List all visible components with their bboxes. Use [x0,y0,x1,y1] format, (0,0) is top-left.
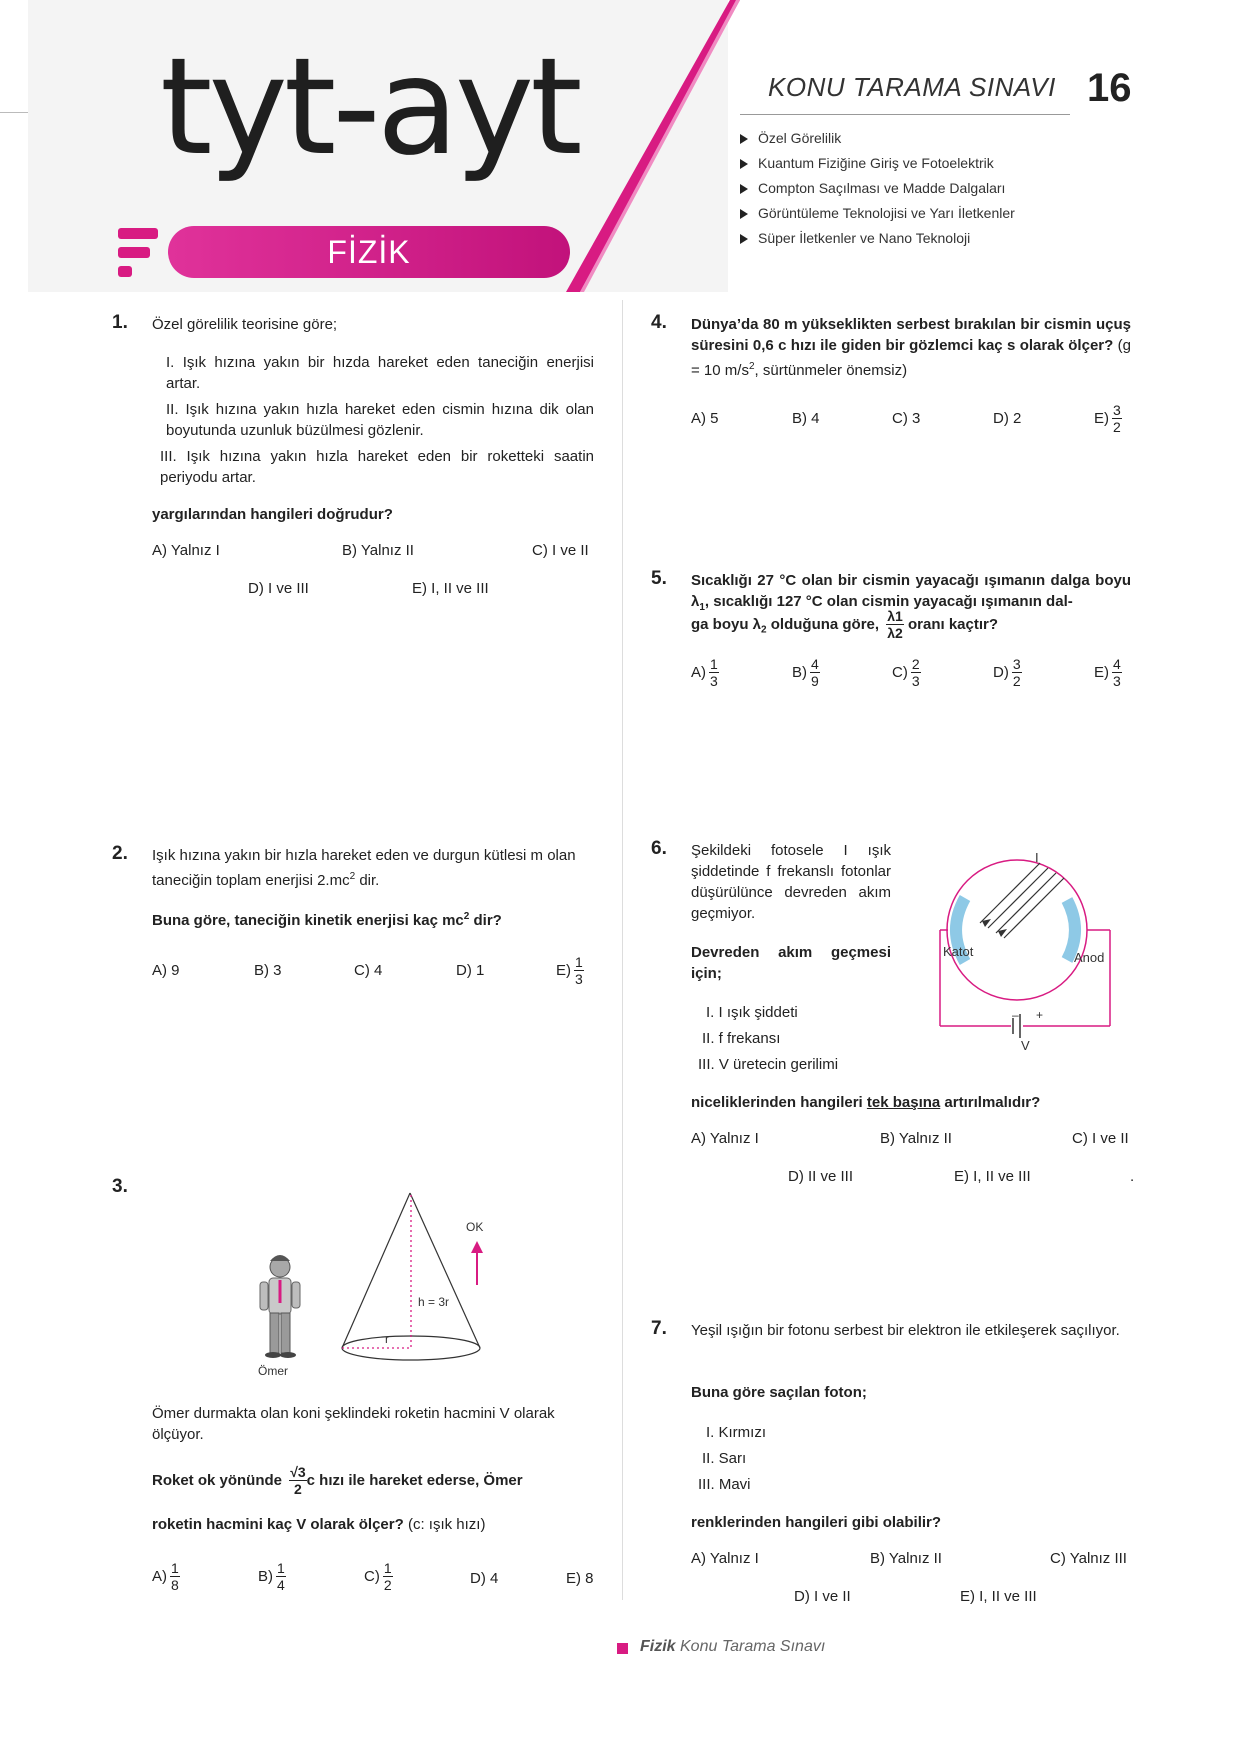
question-4-option-d[interactable]: D) 2 [993,410,1022,427]
question-7-stem: Yeşil ışığın bir fotonu serbest bir elektron ile etkileşerek saçılıyor. [691,1322,1120,1339]
question-5-option-b[interactable]: B) $\frac{4}{9}$ [792,656,819,689]
cathode-label: Katot [943,944,974,959]
question-2-number: 2. [112,843,128,864]
topic-label: Kuantum Fiziğine Giriş ve Fotoelektrik [758,155,994,171]
question-5-number: 5. [651,568,667,589]
question-7-item-2: II. Sarı [702,1450,747,1467]
question-2-option-a[interactable]: A) 9 [152,962,180,979]
header-diagonal-stripe [560,0,740,292]
topic-label: Compton Saçılması ve Madde Dalgaları [758,180,1006,196]
question-2-option-c[interactable]: C) 4 [354,962,383,979]
question-6-stem: Şekildeki fotosele I ışık şiddetinde f frekanslı fotonlar düşürülünce devreden akım geçmiyor. [691,842,891,922]
battery-plus-label: + [1036,1008,1044,1022]
question-3-option-a[interactable]: A) $\frac{1}{8}$ [152,1560,179,1593]
light-intensity-label: I [1035,850,1039,865]
column-divider [622,300,623,1600]
question-5-option-d[interactable]: D) $\frac{3}{2}$ [993,656,1021,689]
question-2-option-d[interactable]: D) 1 [456,962,485,979]
question-6-option-e[interactable]: E) I, II ve III [954,1168,1031,1185]
question-1-option-c[interactable]: C) I ve II [532,542,589,559]
question-6-item-3: III. V üretecin gerilimi [698,1056,839,1073]
exam-title: KONU TARAMA SINAVI [768,72,1056,102]
question-1-number: 1. [112,312,128,333]
person-label: Ömer [258,1364,288,1378]
question-3-figure [240,1185,510,1395]
question-4-option-e[interactable]: E) $\frac{3}{2}$ [1094,402,1121,435]
question-6-item-1: I. I ışık şiddeti [706,1004,798,1021]
question-1-option-d[interactable]: D) I ve III [248,580,309,597]
question-1-item-3: III. Işık hızına yakın hızla hareket eden bir roketteki saatin periyodu artar. [160,448,594,486]
question-7-option-d[interactable]: D) I ve II [794,1588,851,1605]
question-1-item-2: II. Işık hızına yakın hızla hareket eden cismin hızına dik olan boyutunda uzunluk büzülmesi gözlenir. [166,401,594,439]
topic-item [740,230,970,246]
question-3-stem: Ömer durmakta olan koni şeklindeki roketin hacmini V olarak ölçüyor. [152,1405,555,1443]
question-1-option-b[interactable]: B) Yalnız II [342,542,414,559]
question-2-prompt: Buna göre, taneciğin kinetik enerjisi kaç $mc^2$ dir? [152,911,502,929]
voltage-label: V [1021,1038,1030,1053]
question-2-option-e[interactable]: E) $\frac{1}{3}$ [556,954,583,987]
question-7-option-e[interactable]: E) I, II ve III [960,1588,1037,1605]
question-6-option-c[interactable]: C) I ve II [1072,1130,1129,1147]
question-7-option-c[interactable]: C) Yalnız III [1050,1550,1127,1567]
question-1-prompt: yargılarından hangileri doğrudur? [152,506,393,523]
question-7-option-b[interactable]: B) Yalnız II [870,1550,942,1567]
question-5-option-e[interactable]: E) $\frac{4}{3}$ [1094,656,1121,689]
topic-label: Süper İletkenler ve Nano Teknoloji [758,230,971,246]
triangle-bullet-icon [740,234,748,244]
question-6-option-a[interactable]: A) Yalnız I [691,1130,759,1147]
person-icon [260,1255,300,1358]
question-7-prompt: Buna göre saçılan foton; [691,1384,867,1401]
question-6-number: 6. [651,838,667,859]
question-7-prompt-2: renklerinden hangileri gibi olabilir? [691,1514,942,1531]
question-5-stem-cont: ga boyu $\lambda_2$ olduğuna göre, $\frac{\lambda 1}{\lambda 2}$ oranı kaçtır? [691,608,999,641]
topic-item [740,130,841,146]
question-7-item-1: I. Kırmızı [706,1424,766,1441]
question-1-stem: Özel görelilik teorisine göre; [152,316,338,333]
question-2-option-b[interactable]: B) 3 [254,962,282,979]
brand-title: tyt-ayt [160,29,579,185]
question-2-stem: Işık hızına yakın bir hızla hareket eden ve durgun kütlesi m olan taneciğin toplam enerjisi $2.mc^2$ dir. [152,847,576,889]
question-6-option-d[interactable]: D) II ve III [788,1168,854,1185]
question-5-option-c[interactable]: C) $\frac{2}{3}$ [892,656,920,689]
cone-rocket-figure [342,1193,480,1360]
header-rule-left [0,112,28,113]
question-7-option-a[interactable]: A) Yalnız I [691,1550,759,1567]
question-3-option-c[interactable]: C) $\frac{1}{2}$ [364,1560,392,1593]
subject-label: FİZİK [327,234,411,270]
question-6-condition: Devreden akım geçmesi için; [691,944,891,982]
brand-logo-icon [118,228,158,278]
question-4-option-c[interactable]: C) 3 [892,410,921,427]
topic-item [740,205,1015,221]
question-7-item-3: III. Mavi [698,1476,751,1493]
question-1-option-a[interactable]: A) Yalnız I [152,542,220,559]
cone-height-label: h = 3r [418,1295,450,1309]
topic-item [740,155,994,171]
question-7-number: 7. [651,1318,667,1339]
battery-minus-label: – [1012,1008,1019,1022]
question-5-option-a[interactable]: A) $\frac{1}{3}$ [691,656,718,689]
question-4-option-b[interactable]: B) 4 [792,410,820,427]
question-3-option-e[interactable]: E) 8 [566,1570,594,1587]
cone-radius-label: r [385,1332,389,1346]
footer-square-icon [617,1643,628,1654]
question-4-option-a[interactable]: A) 5 [691,410,719,427]
question-3-option-d[interactable]: D) 4 [470,1570,499,1587]
question-6-option-b[interactable]: B) Yalnız II [880,1130,952,1147]
triangle-bullet-icon [740,184,748,194]
exam-title-rule [740,114,1070,115]
topic-label: Görüntüleme Teknolojisi ve Yarı İletkenler [758,205,1015,221]
question-3-prompt-line1: Roket ok yönünde $\frac{√3}{2}$ c hızı ile hareket ederse, Ömer [152,1464,523,1497]
question-3-option-b[interactable]: B) $\frac{1}{4}$ [258,1560,285,1593]
question-3-number: 3. [112,1176,128,1197]
topic-item [740,180,1005,196]
arrow-label: OK [466,1220,484,1234]
question-3-prompt-line2: roketin hacmini kaç V olarak ölçer? (c: ışık hızı) [152,1516,486,1533]
subject-pill [168,226,570,278]
topic-label: Özel Görelilik [758,130,842,146]
triangle-bullet-icon [740,134,748,144]
triangle-bullet-icon [740,209,748,219]
question-1-option-e[interactable]: E) I, II ve III [412,580,489,597]
question-4-number: 4. [651,312,667,333]
question-6-item-2: II. f frekansı [702,1030,781,1047]
up-arrow-icon [471,1241,483,1285]
exam-number: 16 [1087,66,1132,110]
anode-label: Anod [1074,950,1105,965]
question-1-item-1: I. Işık hızına yakın bir hızda hareket eden taneciğin enerjisi artar. [166,354,594,392]
footer-text: Fizik Konu Tarama Sınavı [640,1638,826,1655]
question-6-prompt: niceliklerinden hangileri tek başına artırılmalıdır? [691,1094,1041,1111]
question-6-trailing-dot: . [1130,1168,1135,1185]
triangle-bullet-icon [740,159,748,169]
question-4-stem: Dünya’da 80 m yükseklikten serbest bırakılan bir cismin uçuş süresini 0,6 c hızı ile giden bir gözlemci kaç s olarak ölçer? (g = 10 $m/s^2$, sürtünmeler önemsiz) [691,316,1131,379]
question-5-stem: Sıcaklığı 27 °C olan bir cismin yayacağı ışımanın dalga boyu $\lambda_1$, sıcaklığı 127 °C olan cismin yayacağı ışımanın dal- [691,572,1131,613]
